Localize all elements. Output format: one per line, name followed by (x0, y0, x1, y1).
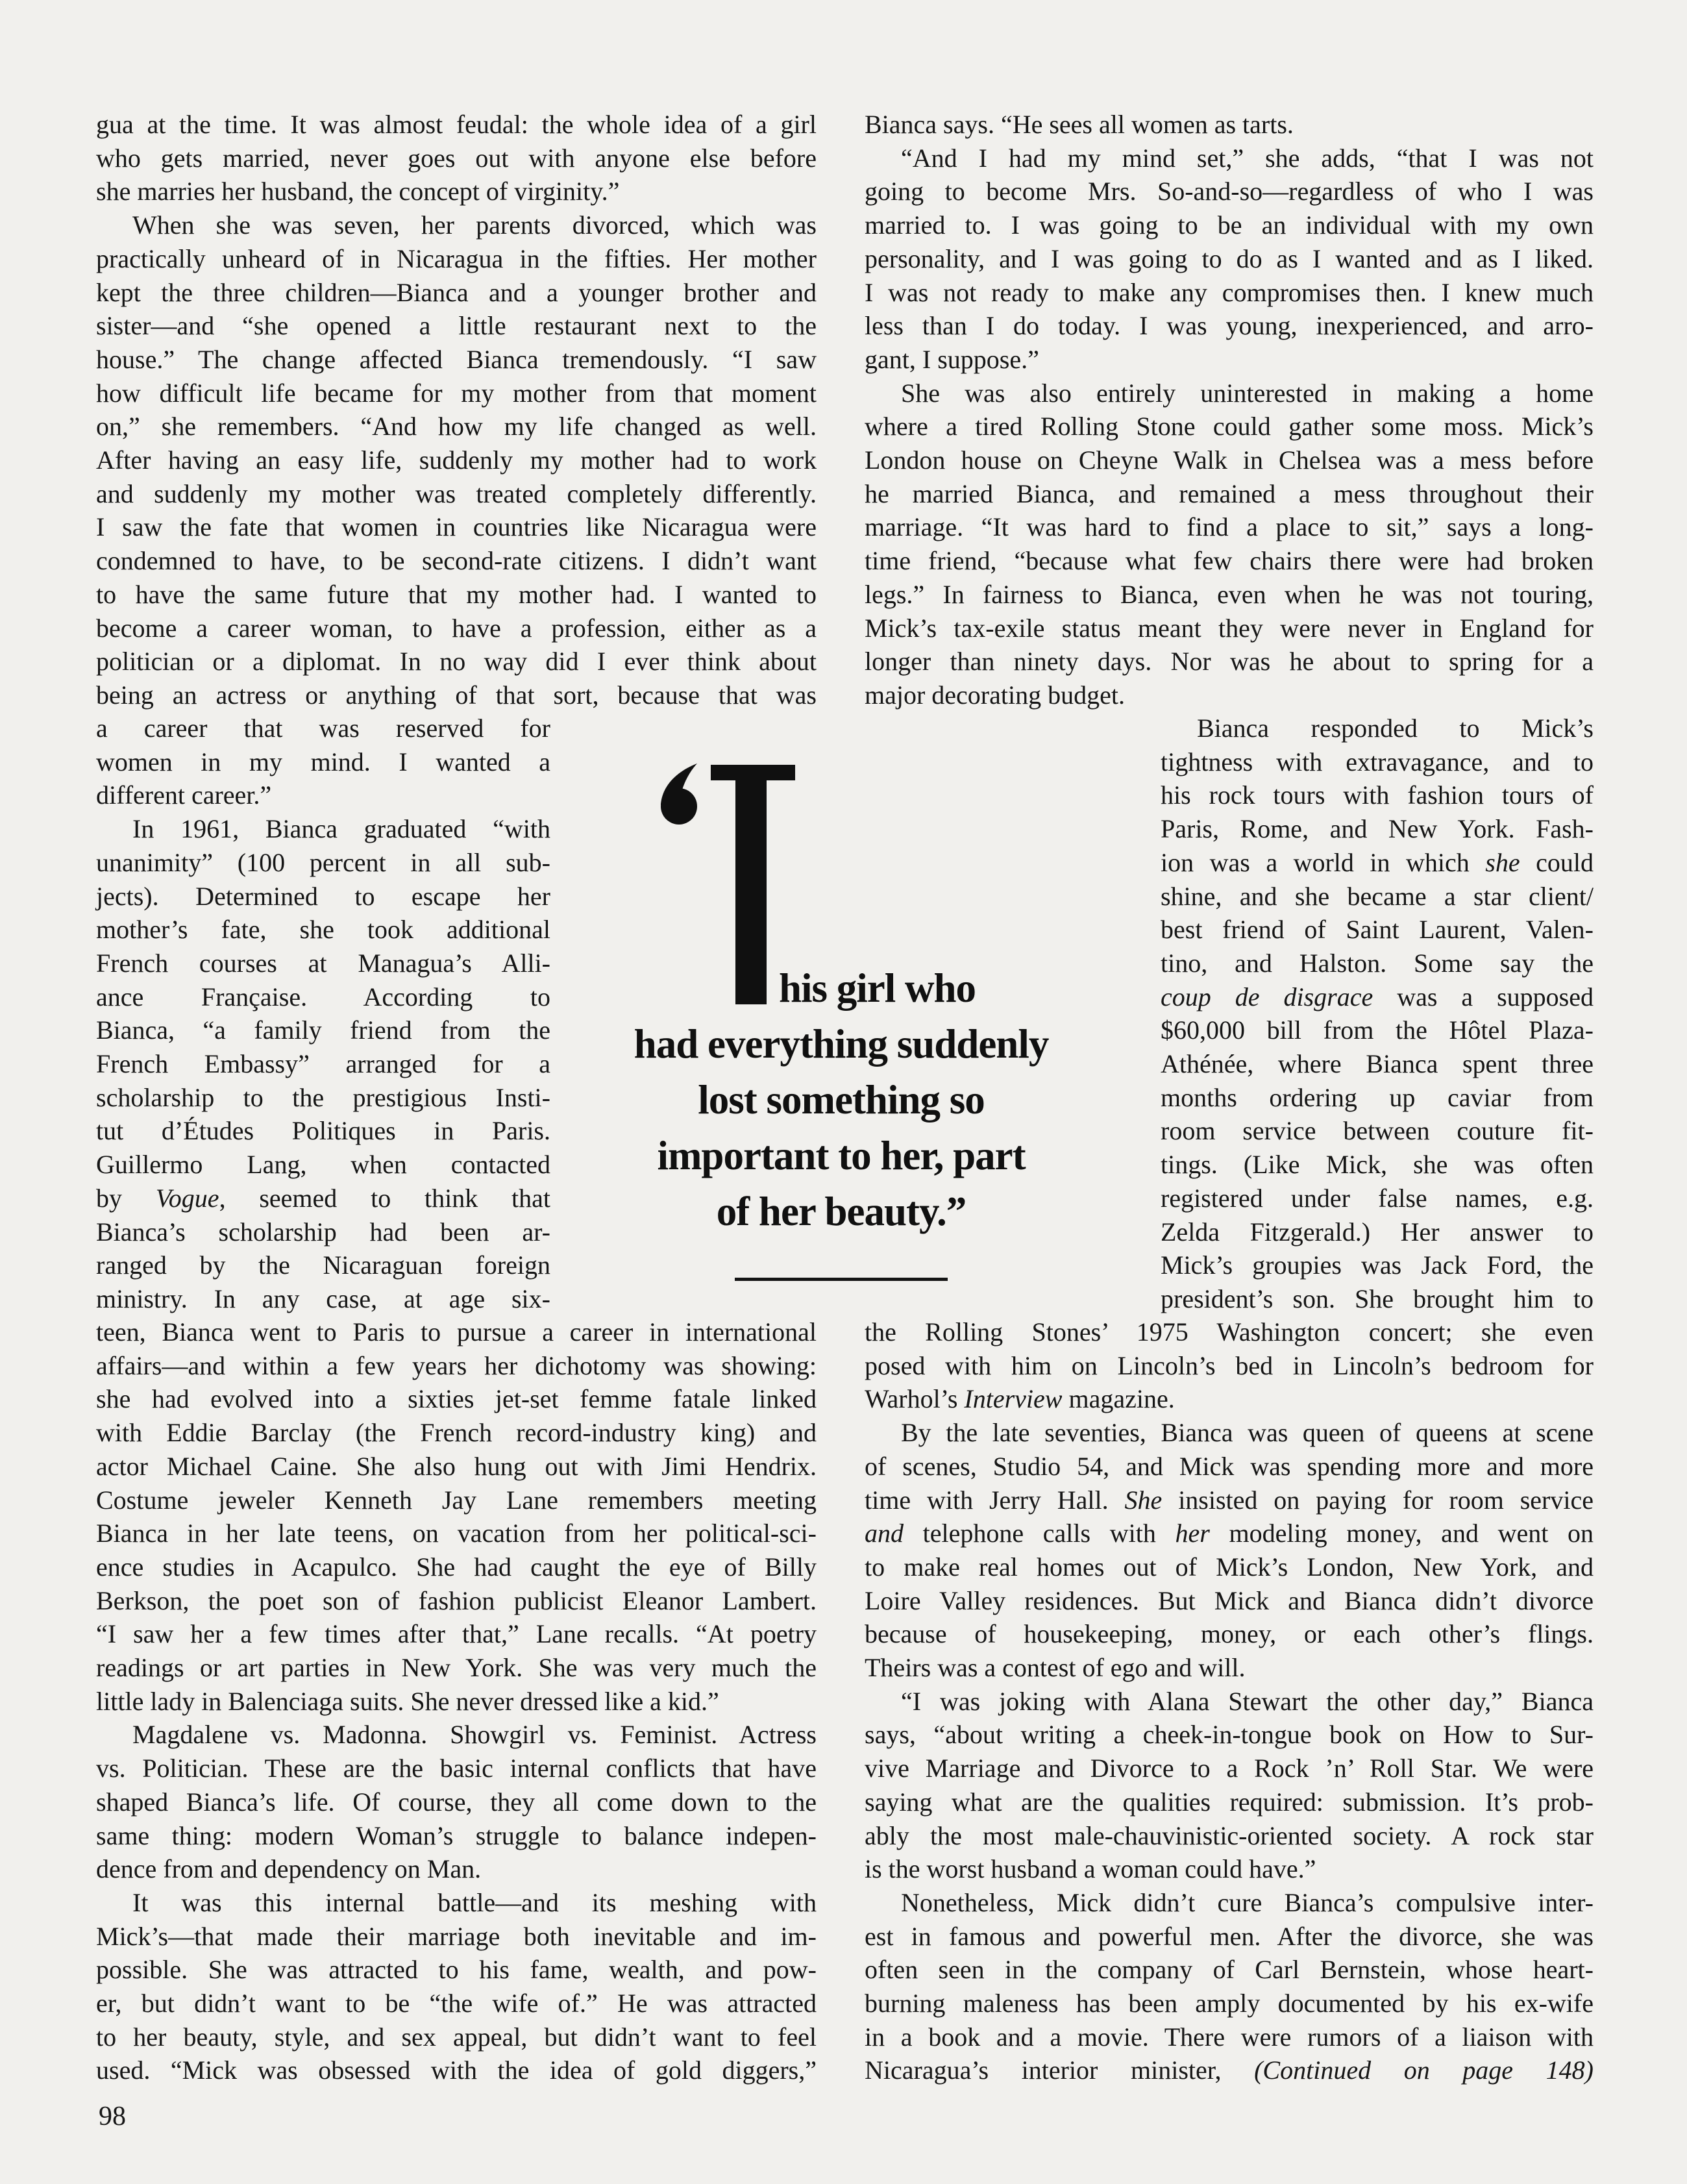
text-line: best friend of Saint Laurent, Valen- (1161, 915, 1594, 945)
text-line: of scenes, Studio 54, and Mick was spending more and more (865, 1451, 1594, 1481)
text-line: shine, and she became a star client/ (1161, 881, 1594, 911)
text-line: dence from and dependency on Man. (96, 1854, 482, 1884)
text-line: ranged by the Nicaraguan foreign (96, 1250, 550, 1280)
text-line: says, “about writing a cheek-in-tongue book on How to Sur- (865, 1720, 1594, 1750)
text-line: actor Michael Caine. She also hung out with Jimi Hendrix. (96, 1451, 817, 1481)
text-line: readings or art parties in New York. She was very much the (96, 1653, 817, 1683)
text-line: because of housekeeping, money, or each other’s flings. (865, 1619, 1594, 1649)
text-line: and telephone calls with her modeling money, and went on (865, 1519, 1594, 1548)
text-line: jects). Determined to escape her (96, 881, 550, 911)
text-line: She was also entirely uninterested in making a home (901, 378, 1594, 408)
text-line: with Eddie Barclay (the French record-industry king) and (96, 1418, 817, 1448)
text-line: condemned to have, to be second-rate citizens. I didn’t want (96, 546, 817, 576)
text-line: er, but didn’t want to be “the wife of.” He was attracted (96, 1989, 817, 2018)
text-line: house.” The change affected Bianca tremendously. “I saw (96, 344, 817, 374)
text-line: saying what are the qualities required: submission. It’s prob- (865, 1787, 1594, 1817)
text-line: president’s son. She brought him to (1161, 1284, 1594, 1313)
text-line: tightness with extravagance, and to (1161, 747, 1594, 776)
text-line: By the late seventies, Bianca was queen of queens at scene (901, 1418, 1594, 1448)
text-line: Bianca says. “He sees all women as tarts. (865, 110, 1294, 139)
text-line: vive Marriage and Divorce to a Rock ’n’ Roll Star. We were (865, 1754, 1594, 1783)
text-line: posed with him on Lincoln’s bed in Lincoln’s bedroom for (865, 1350, 1594, 1380)
text-line: London house on Cheyne Walk in Chelsea was a mess before (865, 445, 1594, 475)
left-column-top-block (96, 108, 817, 712)
text-line: scholarship to the prestigious Insti- (96, 1082, 550, 1112)
text-line: Mick’s—that made their marriage both inevitable and im- (96, 1921, 817, 1951)
text-line: burning maleness has been amply documented by his ex-wife (865, 1989, 1594, 2018)
text-line: months ordering up caviar from (1161, 1082, 1594, 1112)
text-line: time with Jerry Hall. She insisted on paying for room service (865, 1485, 1594, 1515)
text-line: Zelda Fitzgerald.) Her answer to (1161, 1217, 1594, 1247)
text-line: $60,000 bill from the Hôtel Plaza- (1161, 1015, 1594, 1045)
text-line: possible. She was attracted to his fame, wealth, and pow- (96, 1955, 817, 1985)
text-line: Bianca in her late teens, on vacation from her political-sci- (96, 1519, 817, 1548)
text-line: Theirs was a contest of ego and will. (865, 1653, 1246, 1683)
text-line: Loire Valley residences. But Mick and Bianca didn’t divorce (865, 1585, 1594, 1615)
right-column-narrow-block (1161, 712, 1594, 1316)
text-line: who gets married, never goes out with anyone else before (96, 143, 817, 173)
text-line: how difficult life became for my mother from that moment (96, 378, 817, 408)
text-line: “I saw her a few times after that,” Lane recalls. “At poetry (96, 1619, 817, 1649)
text-line: married to. I was going to be an individual with my own (865, 210, 1594, 240)
text-line: become a career woman, to have a profession, either as a (96, 613, 817, 643)
text-line: tino, and Halston. Some say the (1161, 948, 1594, 978)
text-line: mother’s fate, she took additional (96, 915, 550, 945)
text-line: ance Française. According to (96, 982, 550, 1011)
text-line: to her beauty, style, and sex appeal, but didn’t want to feel (96, 2022, 817, 2052)
text-line: shaped Bianca’s life. Of course, they all come down to the (96, 1787, 817, 1817)
text-line: Magdalene vs. Madonna. Showgirl vs. Feminist. Actress (132, 1720, 817, 1750)
pull-quote-rule (735, 1278, 948, 1281)
text-line: ence studies in Acapulco. She had caught the eye of Billy (96, 1552, 817, 1582)
text-line: In 1961, Bianca graduated “with (132, 814, 550, 844)
text-line: major decorating budget. (865, 680, 1125, 710)
text-line: Mick’s tax-exile status meant they were never in England for (865, 613, 1594, 643)
text-line: the Rolling Stones’ 1975 Washington concert; she even (865, 1317, 1594, 1346)
text-line: Mick’s groupies was Jack Ford, the (1161, 1250, 1594, 1280)
left-column-narrow-block (96, 712, 550, 1316)
text-line: different career.” (96, 780, 272, 810)
text-line: vs. Politician. These are the basic internal conflicts that have (96, 1754, 817, 1783)
text-line: by Vogue, seemed to think that (96, 1183, 550, 1213)
text-line: Bianca responded to Mick’s (1197, 714, 1594, 743)
text-line: often seen in the company of Carl Bernstein, whose heart- (865, 1955, 1594, 1985)
text-line: she had evolved into a sixties jet-set femme fatale linked (96, 1384, 817, 1414)
text-line: affairs—and within a few years her dichotomy was showing: (96, 1350, 817, 1380)
text-line: When she was seven, her parents divorced, which was (132, 210, 817, 240)
text-line: used. “Mick was obsessed with the idea of gold diggers,” (96, 2055, 817, 2085)
text-line: less than I do today. I was young, inexperienced, and arro- (865, 311, 1594, 341)
text-line: Athénée, where Bianca spent three (1161, 1049, 1594, 1079)
text-line: ministry. In any case, at age six- (96, 1284, 550, 1313)
text-line: Nicaragua’s interior minister, (Continued on page 148) (865, 2055, 1594, 2085)
pull-quote-lines (615, 960, 1067, 1239)
text-line: tut d’Études Politiques in Paris. (96, 1116, 550, 1146)
text-line: and suddenly my mother was treated completely differently. (96, 478, 817, 508)
text-line: politician or a diplomat. In no way did I ever think about (96, 647, 817, 676)
text-line: I was not ready to make any compromises then. I knew much (865, 277, 1594, 307)
text-line: marriage. “It was hard to find a place to sit,” says a long- (865, 512, 1594, 542)
text-line: to make real homes out of Mick’s London, New York, and (865, 1552, 1594, 1582)
open-quote-icon (661, 763, 697, 826)
text-line: Paris, Rome, and New York. Fash- (1161, 814, 1594, 844)
left-column-bottom-block (96, 1315, 817, 2087)
text-line: kept the three children—Bianca and a younger brother and (96, 277, 817, 307)
text-line: important to her, part (657, 1133, 1026, 1178)
text-line: Nonetheless, Mick didn’t cure Bianca’s compulsive inter- (901, 1887, 1594, 1917)
text-line: personality, and I was going to do as I wanted and as I liked. (865, 243, 1594, 273)
text-line: legs.” In fairness to Bianca, even when he was not touring, (865, 579, 1594, 609)
text-line: Warhol’s Interview magazine. (865, 1384, 1175, 1414)
text-line: in a book and a movie. There were rumors of a liaison with (865, 2022, 1594, 2052)
right-column-top-block (865, 108, 1594, 712)
text-line: is the worst husband a woman could have.” (865, 1854, 1316, 1884)
text-line: After having an easy life, suddenly my mother had to work (96, 445, 817, 475)
text-line: ably the most male-chauvinistic-oriented society. A rock star (865, 1820, 1594, 1850)
text-line: Costume jeweler Kenneth Jay Lane remembers meeting (96, 1485, 817, 1515)
text-line: time friend, “because what few chairs there were had broken (865, 546, 1594, 576)
text-line: Bianca, “a family friend from the (96, 1015, 550, 1045)
text-line: going to become Mrs. So-and-so—regardless of who I was (865, 177, 1594, 206)
text-line: women in my mind. I wanted a (96, 747, 550, 776)
text-line: she marries her husband, the concept of virginity.” (96, 177, 620, 206)
text-line: a career that was reserved for (96, 714, 550, 743)
text-line: Berkson, the poet son of fashion publicist Eleanor Lambert. (96, 1585, 817, 1615)
text-line: unanimity” (100 percent in all sub- (96, 847, 550, 877)
text-line: ion was a world in which she could (1161, 847, 1594, 877)
text-line: I saw the fate that women in countries like Nicaragua were (96, 512, 817, 542)
text-line: little lady in Balenciaga suits. She never dressed like a kid.” (96, 1686, 719, 1716)
text-line: est in famous and powerful men. After the divorce, she was (865, 1921, 1594, 1951)
text-line: teen, Bianca went to Paris to pursue a career in international (96, 1317, 817, 1346)
right-column-bottom-block (865, 1315, 1594, 2087)
text-line: sister—and “she opened a little restaurant next to the (96, 311, 817, 341)
text-line: on,” she remembers. “And how my life changed as well. (96, 412, 817, 441)
text-line: Guillermo Lang, when contacted (96, 1150, 550, 1180)
text-line: tings. (Like Mick, she was often (1161, 1150, 1594, 1180)
text-line: It was this internal battle—and its meshing with (132, 1887, 817, 1917)
text-line: his rock tours with fashion tours of (1161, 780, 1594, 810)
text-line: same thing: modern Woman’s struggle to balance indepen- (96, 1820, 817, 1850)
text-line: longer than ninety days. Nor was he about to spring for a (865, 647, 1594, 676)
text-line: registered under false names, e.g. (1161, 1183, 1594, 1213)
text-line: had everything suddenly (634, 1021, 1049, 1067)
text-line: of her beauty.” (716, 1189, 967, 1234)
text-line: his girl who (779, 965, 976, 1011)
text-line: lost something so (698, 1077, 985, 1123)
text-line: French courses at Managua’s Alli- (96, 948, 550, 978)
text-line: coup de disgrace was a supposed (1161, 982, 1594, 1011)
text-line: “I was joking with Alana Stewart the other day,” Bianca (901, 1686, 1594, 1716)
text-line: room service between couture fit- (1161, 1116, 1594, 1146)
text-line: practically unheard of in Nicaragua in the fifties. Her mother (96, 243, 817, 273)
text-line: gua at the time. It was almost feudal: the whole idea of a girl (96, 110, 817, 139)
text-line: gant, I suppose.” (865, 344, 1039, 374)
text-line: Bianca’s scholarship had been ar- (96, 1217, 550, 1247)
text-line: he married Bianca, and remained a mess throughout their (865, 478, 1594, 508)
text-line: to have the same future that my mother had. I wanted to (96, 579, 817, 609)
text-line: where a tired Rolling Stone could gather some moss. Mick’s (865, 412, 1594, 441)
page-number: 98 (99, 2102, 126, 2131)
text-line: being an actress or anything of that sort, because that was (96, 680, 817, 710)
text-line: “And I had my mind set,” she adds, “that I was not (901, 143, 1594, 173)
text-line: French Embassy” arranged for a (96, 1049, 550, 1079)
